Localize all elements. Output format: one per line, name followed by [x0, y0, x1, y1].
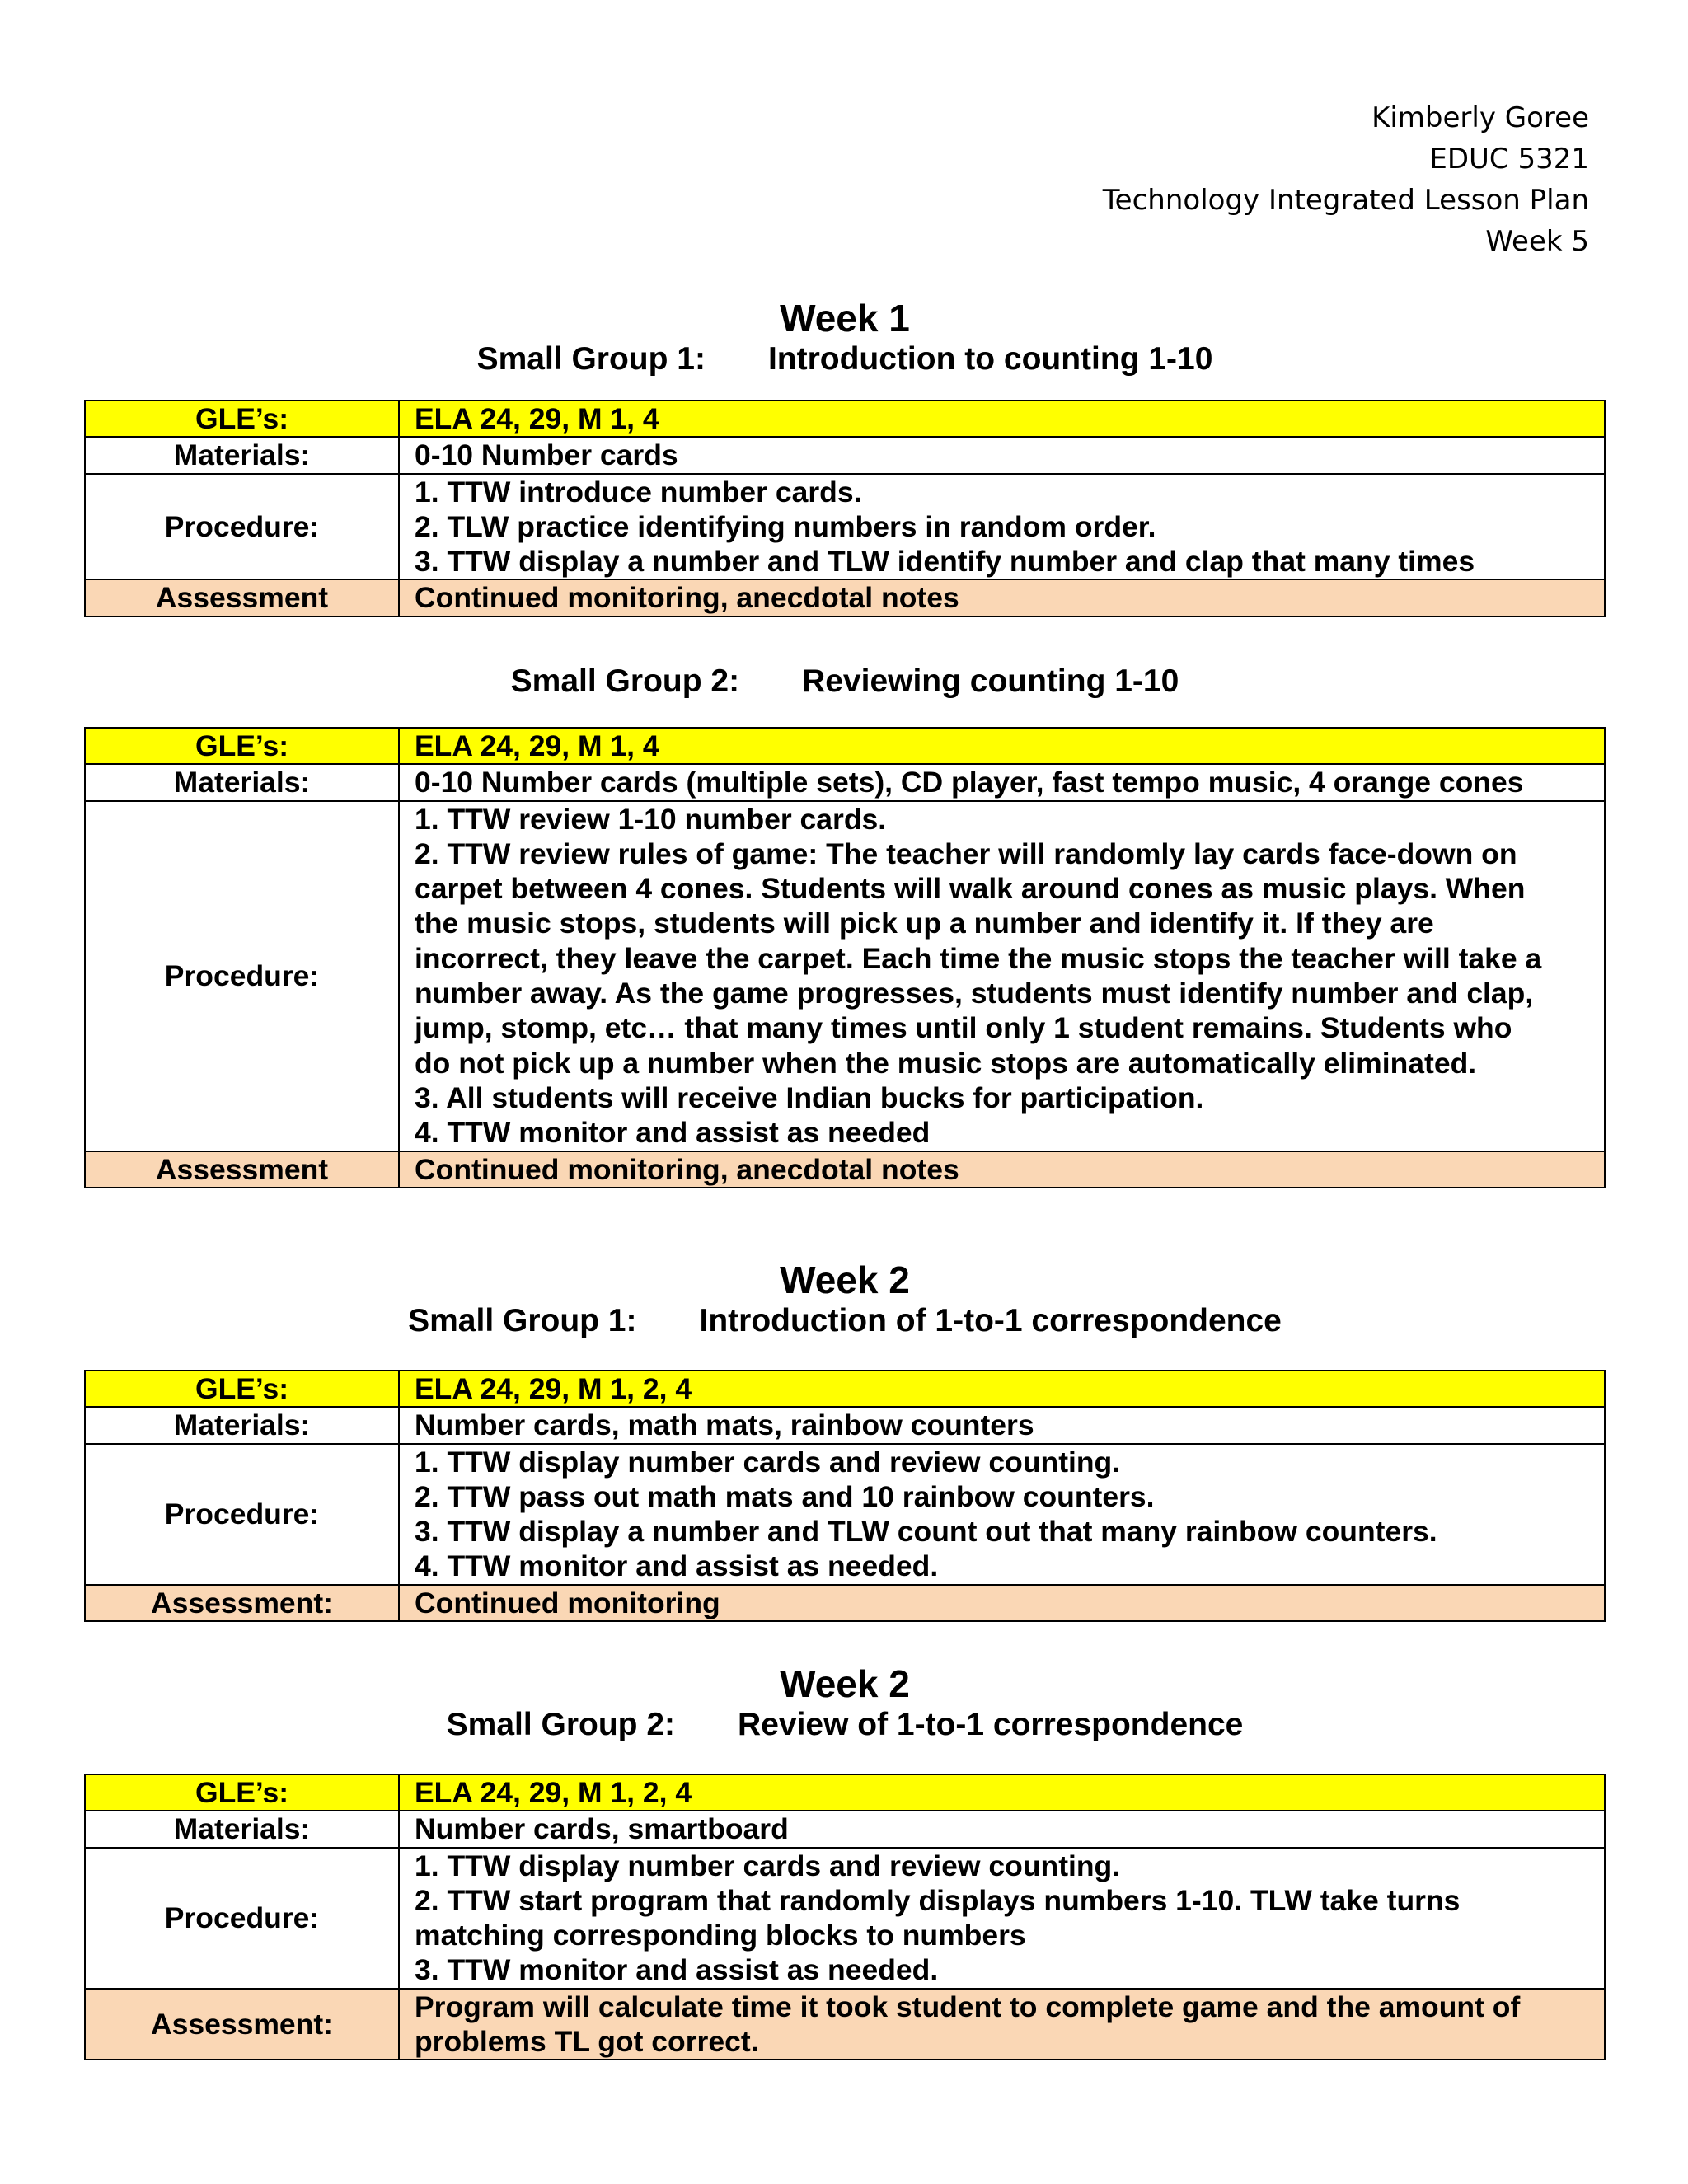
procedure-value — [399, 474, 1605, 580]
procedure-row — [85, 474, 1605, 580]
materials-label: Materials: — [85, 1811, 399, 1847]
week-heading: Week 2 — [780, 1258, 910, 1301]
group-label: Small Group 1: — [408, 1303, 637, 1338]
assessment-value — [399, 1989, 1605, 2060]
gles-label: GLE’s: — [85, 401, 399, 437]
author-name: Kimberly Goree — [1372, 101, 1589, 134]
group-topic: Introduction of 1-to-1 correspondence — [699, 1303, 1282, 1338]
procedure-label: Procedure: — [85, 801, 399, 1151]
assessment-line: problems TL got correct. — [415, 2025, 759, 2059]
assessment-label: Assessment — [85, 579, 399, 616]
lesson-table — [84, 1774, 1606, 2060]
procedure-step: matching corresponding blocks to numbers — [415, 1919, 1026, 1952]
procedure-label: Procedure: — [85, 1848, 399, 1989]
group-heading — [84, 1704, 1606, 1746]
assessment-value: Continued monitoring, anecdotal notes — [399, 1151, 1605, 1188]
assessment-label: Assessment: — [85, 1989, 399, 2060]
lesson-table — [84, 400, 1606, 617]
lesson-section-week1-group2 — [84, 661, 1606, 1188]
group-label: Small Group 2: — [510, 663, 740, 699]
materials-label: Materials: — [85, 1407, 399, 1443]
procedure-step: 1. TTW display number cards and review counting. — [415, 1849, 1121, 1882]
lesson-table — [84, 1370, 1606, 1622]
procedure-step: 3. TTW display a number and TLW count out that many rainbow counters. — [415, 1515, 1437, 1549]
procedure-step: jump, stomp, etc… that many times until only 1 student remains. Students who — [415, 1011, 1512, 1045]
procedure-row — [85, 1848, 1605, 1989]
procedure-step: 4. TTW monitor and assist as needed. — [415, 1549, 939, 1583]
procedure-step: 3. TTW display a number and TLW identify number and clap that many times — [415, 545, 1475, 579]
document-week: Week 5 — [1485, 225, 1589, 258]
materials-row — [85, 764, 1605, 800]
procedure-label: Procedure: — [85, 474, 399, 580]
procedure-value — [399, 1848, 1605, 1989]
procedure-step: 2. TLW practice identifying numbers in random order. — [415, 509, 1156, 543]
gles-row — [85, 401, 1605, 437]
materials-row — [85, 1407, 1605, 1443]
procedure-step: 1. TTW display number cards and review counting. — [415, 1445, 1121, 1479]
group-topic: Introduction to counting 1-10 — [767, 341, 1213, 377]
procedure-step: 1. TTW review 1-10 number cards. — [415, 802, 887, 836]
procedure-step: the music stops, students will pick up a number and identify it. If they are — [415, 907, 1434, 940]
procedure-step: number away. As the game progresses, students must identify number and clap, — [415, 977, 1534, 1010]
group-heading — [84, 1301, 1606, 1342]
gles-label: GLE’s: — [85, 1774, 399, 1811]
procedure-step: 4. TTW monitor and assist as needed — [415, 1116, 931, 1150]
gles-row — [85, 728, 1605, 764]
gles-label: GLE’s: — [85, 1371, 399, 1407]
assessment-value: Continued monitoring, anecdotal notes — [399, 579, 1605, 616]
week-heading: Week 2 — [780, 1662, 910, 1705]
lesson-section-week1-group1 — [84, 298, 1606, 617]
materials-value: 0-10 Number cards — [399, 437, 1605, 473]
lesson-section-week2-group1 — [84, 1259, 1606, 1622]
materials-label: Materials: — [85, 437, 399, 473]
procedure-row — [85, 1444, 1605, 1585]
gles-row — [85, 1371, 1605, 1407]
procedure-step: 2. TTW pass out math mats and 10 rainbow counters. — [415, 1479, 1155, 1513]
assessment-row — [85, 1151, 1605, 1188]
procedure-step: 3. TTW monitor and assist as needed. — [415, 1953, 939, 1987]
assessment-label: Assessment — [85, 1151, 399, 1188]
assessment-row — [85, 1989, 1605, 2060]
group-heading — [84, 661, 1606, 702]
procedure-step: incorrect, they leave the carpet. Each time the music stops the teacher will take a — [415, 941, 1542, 975]
gles-value: ELA 24, 29, M 1, 2, 4 — [399, 1774, 1605, 1811]
materials-label: Materials: — [85, 764, 399, 800]
gles-value: ELA 24, 29, M 1, 4 — [399, 728, 1605, 764]
materials-value: Number cards, math mats, rainbow counters — [399, 1407, 1605, 1443]
assessment-value: Continued monitoring — [399, 1585, 1605, 1621]
materials-row — [85, 1811, 1605, 1847]
procedure-label: Procedure: — [85, 1444, 399, 1585]
procedure-step: 3. All students will receive Indian bucks for participation. — [415, 1080, 1204, 1114]
group-topic: Reviewing counting 1-10 — [802, 663, 1179, 699]
assessment-label: Assessment: — [85, 1585, 399, 1621]
group-label: Small Group 2: — [446, 1707, 676, 1742]
procedure-row — [85, 801, 1605, 1151]
materials-value: Number cards, smartboard — [399, 1811, 1605, 1847]
lesson-section-week2-group2 — [84, 1663, 1606, 2060]
procedure-step: do not pick up a number when the music stops are automatically eliminated. — [415, 1046, 1477, 1080]
group-heading — [84, 339, 1606, 380]
lesson-table — [84, 727, 1606, 1188]
gles-row — [85, 1774, 1605, 1811]
course-code: EDUC 5321 — [1429, 143, 1589, 176]
assessment-row — [85, 1585, 1605, 1621]
document-header — [1103, 97, 1589, 262]
procedure-value — [399, 801, 1605, 1151]
gles-value: ELA 24, 29, M 1, 4 — [399, 401, 1605, 437]
procedure-step: 1. TTW introduce number cards. — [415, 475, 862, 509]
gles-label: GLE’s: — [85, 728, 399, 764]
procedure-step: 2. TTW review rules of game: The teacher will randomly lay cards face-down on — [415, 837, 1517, 870]
procedure-value — [399, 1444, 1605, 1585]
materials-value: 0-10 Number cards (multiple sets), CD player, fast tempo music, 4 orange cones — [399, 764, 1605, 800]
procedure-step: carpet between 4 cones. Students will walk around cones as music plays. When — [415, 872, 1526, 906]
gles-value: ELA 24, 29, M 1, 2, 4 — [399, 1371, 1605, 1407]
materials-row — [85, 437, 1605, 473]
week-heading: Week 1 — [780, 297, 910, 340]
procedure-step: 2. TTW start program that randomly displays numbers 1-10. TLW take turns — [415, 1883, 1461, 1917]
assessment-row — [85, 579, 1605, 616]
document-title: Technology Integrated Lesson Plan — [1102, 184, 1589, 217]
group-topic: Review of 1-to-1 correspondence — [738, 1707, 1244, 1742]
assessment-line: Program will calculate time it took student to complete game and the amount of — [415, 1990, 1521, 2023]
group-label: Small Group 1: — [476, 341, 706, 377]
